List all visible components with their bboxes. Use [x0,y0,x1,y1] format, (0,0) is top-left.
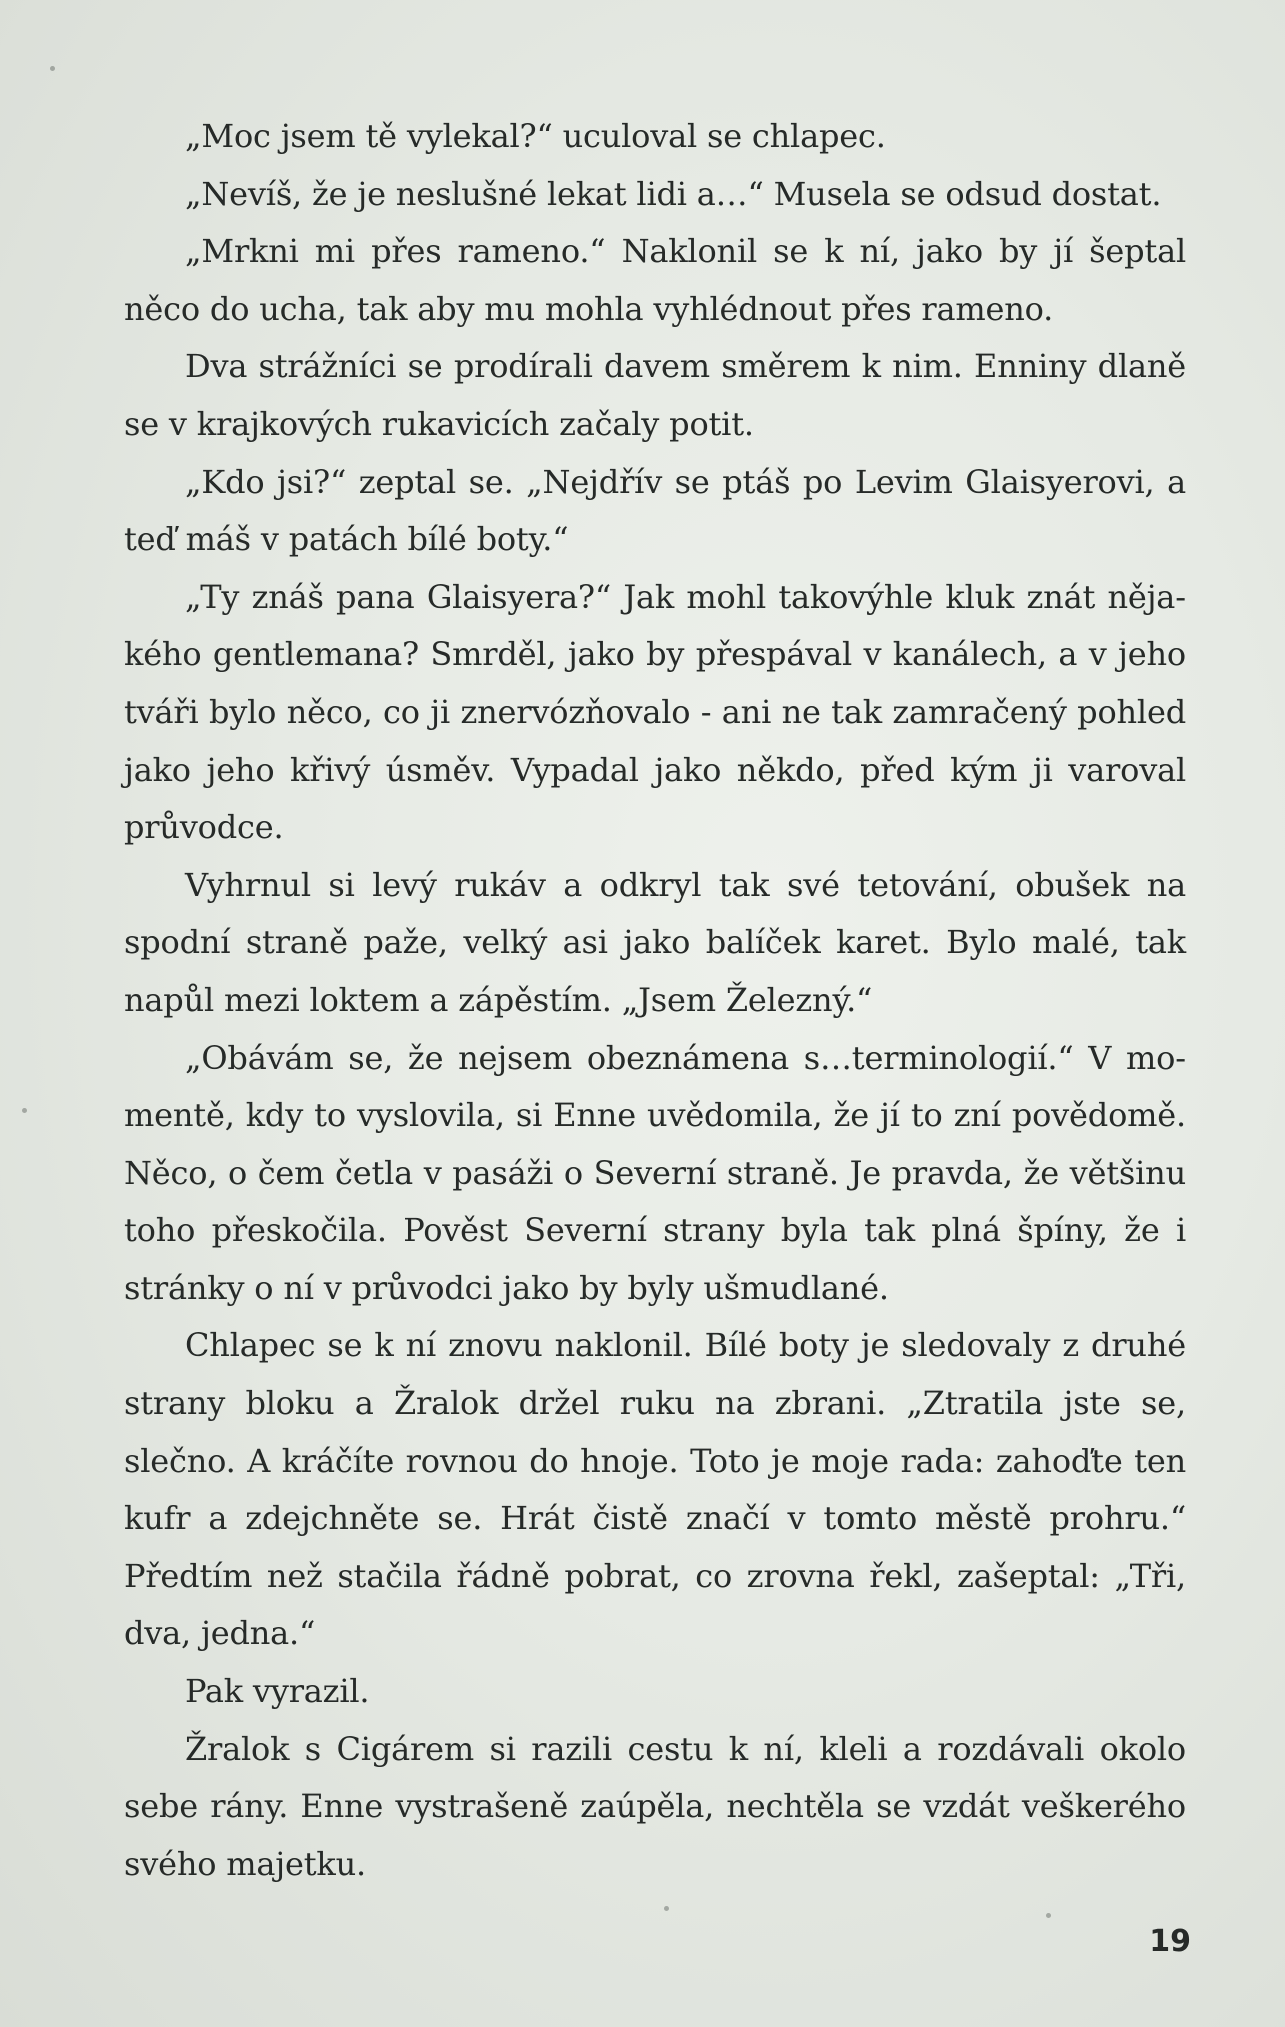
paragraph: „Kdo jsi?“ zeptal se. „Nejdřív se ptáš po Levim Glaisyerovi, a teď máš v patách bílé boty.“ [124,462,1186,559]
paragraph: Žralok s Cigárem si razili cestu k ní, kleli a rozdávali okolo sebe rány. Enne vystrašeně zaúpěla, nechtěla se vzdát veškerého svého majetku. [124,1729,1186,1883]
paragraph: „Nevíš, že je neslušné lekat lidi a…“ Musela se odsud dostat. [185,174,1162,213]
paragraph: „Moc jsem tě vylekal?“ uculoval se chlapec. [185,117,886,155]
paragraph: Vyhrnul si levý rukáv a odkryl tak své tetování, obušek na spodní straně paže, velký asi jako balíček karet. Bylo malé, tak napůl mezi loktem a zápěstím. „Jsem Železný.“ [124,865,1186,1019]
paragraph: Chlapec se k ní znovu naklonil. Bílé boty je sledovaly z druhé strany bloku a Žralok držel ruku na zbrani. „Ztratila jste se, slečno. A kráčíte rovnou do hnoje. Toto je moje rada: zahoďte ten kufr a zdejchněte se. Hrát čistě značí v tomto městě prohru.“ Předtím než stačila řádně pobrat, co zrovna řekl, zašeptal: „Tři, dva, jedna.“ [124,1326,1186,1653]
body-text [124,108,1186,1893]
paragraph: Dva strážníci se prodírali davem směrem k nim. Enniny dlaně se v krajkových rukavicích začaly potit. [124,347,1186,443]
paragraph: „Ty znáš pana Glaisyera?“ Jak mohl takovýhle kluk znát nějakého gentlemana? Smrděl, jako by přespával v kanálech, a v jeho tváři bylo něco, co ji znervózňovalo - ani ne tak zamračený pohled jako jeho křivý úsměv. Vypadal jako někdo, před kým ji varoval průvodce. [124,577,1186,847]
paper-speck [50,66,55,71]
paper-speck [22,1108,27,1113]
paper-speck [664,1906,669,1911]
page-number: 19 [1149,1924,1191,1959]
paragraph: Pak vyrazil. [185,1672,370,1711]
paragraph: „Mrkni mi přes rameno.“ Naklonil se k ní, jako by jí šeptal něco do ucha, tak aby mu mohla vyhlédnout přes rameno. [124,232,1186,328]
paper-speck [1046,1913,1051,1918]
paragraph: „Obávám se, že nejsem obeznámena s…terminologií.“ V momentě, kdy to vyslovila, si Enne uvědomila, že jí to zní povědomě. Něco, o čem četla v pasáži o Severní straně. Je pravda, že většinu toho přeskočila. Pověst Severní strany byla tak plná špíny, že i stránky o ní v průvodci jako by byly ušmudlané. [124,1038,1186,1307]
